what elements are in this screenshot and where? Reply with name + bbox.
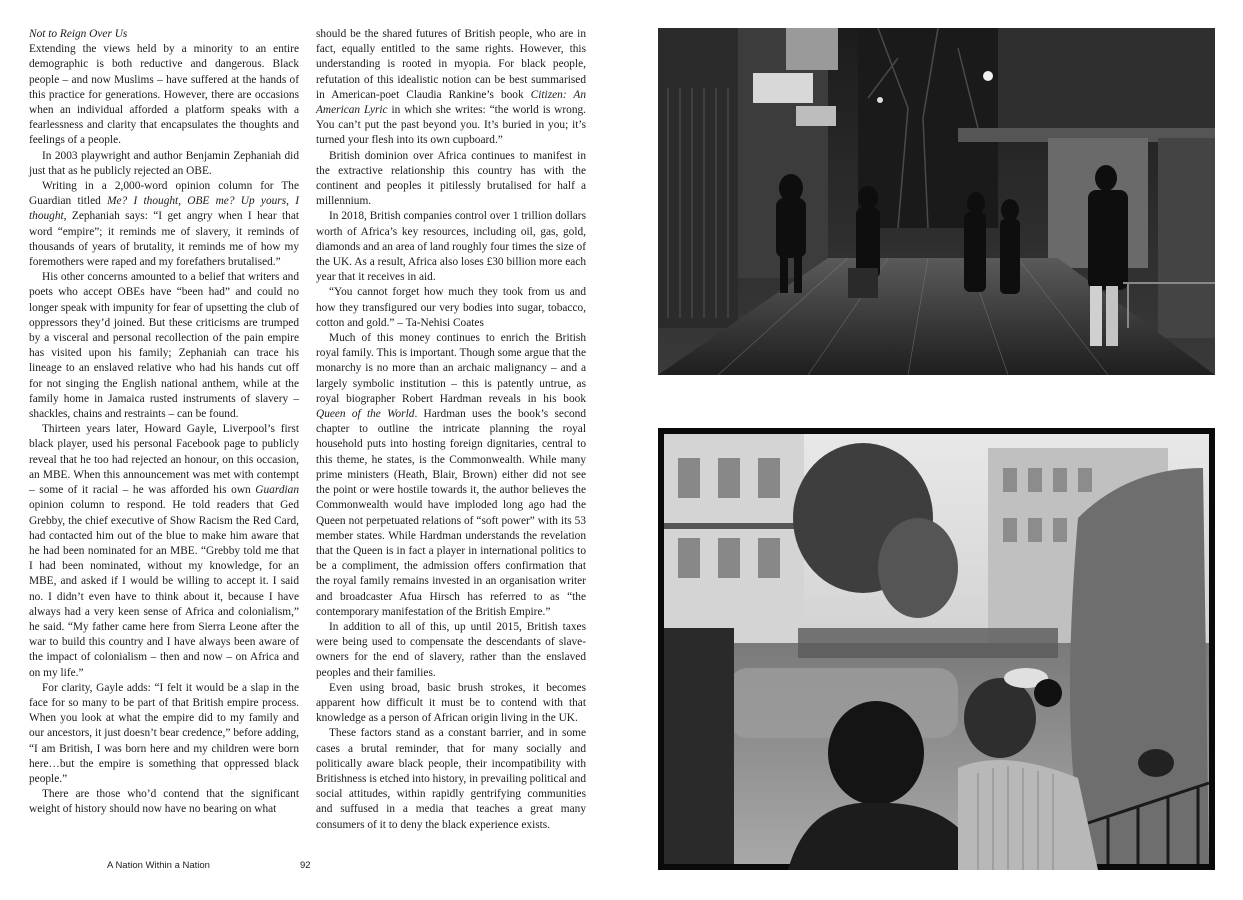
text-run: Even using broad, basic brush strokes, it becomes apparent how difficult it must be to contend with that knowledge as a person of African origin living in the UK. (316, 681, 586, 725)
italic-title: Citizen: An American Lyric (316, 88, 587, 117)
text-run: Writing in a 2,000-word opinion column for The Guardian titled (29, 180, 299, 208)
text-run: In 2003 playwright and author Benjamin Zephaniah did just that as he publicly rejected an OBE. (29, 149, 299, 177)
paragraph (29, 270, 299, 422)
paragraph (316, 285, 586, 331)
text-run: There are those who’d contend that the significant weight of history should now have no bearing on what (29, 788, 299, 816)
text-run: , Zephaniah says: “I get angry when I hear that word “empire”; it reminds me of slavery, it reminds of thousands of years of brutality, it reminds me of how my foremothers were raped and my forefathers brutalised.” (29, 210, 299, 269)
text-run: For clarity, Gayle adds: “I felt it would be a slap in the face for so many to be part of that British empire process. When you look at what the empire did to my family and our ancestors, it just doesn’t bear credence,” before adding, “I am British, I was born here and my children were born here…but the empire is something that oppressed black people.” (29, 681, 299, 785)
text-run: should be the shared futures of British people, who are in fact, equally entitled to the same rights. However, this understanding is rooted in myopia. For black people, refutation of this idealistic notion can be best summarised in American-poet Claudia Rankine’s book (316, 28, 586, 101)
paragraph (316, 331, 586, 620)
text-run: His other concerns amounted to a belief that writers and poets who accept OBEs have “been had” and could no longer speak with impunity for fear of upsetting the club of oppressors they’d joined. But these criticisms are trumped by a visceral and personal recollection of the pain empire has visited upon his family; Zephaniah can trace his lineage to an enslaved relative who had his hands cut off for not singing the English national anthem, while at the family home in Jamaica rusted instruments of slavery – shackles, chains and restraints – can be found. (29, 271, 299, 421)
text-run: Much of this money continues to enrich the British royal family. This is important. Though some argue that the monarchy is no more than an archaic malignancy – and a largely symbolic institution – this is patently untrue, as royal biographer Robert Hardman reveals in his book (316, 332, 586, 405)
paragraph (316, 681, 586, 727)
paragraph (316, 209, 586, 285)
paragraph (316, 27, 586, 149)
street-night-photo (658, 28, 1215, 375)
paragraph (316, 726, 586, 832)
text-run: In 2018, British companies control over 1 trillion dollars worth of Africa’s key resources, including oil, gas, gold, diamonds and an area of land roughly four times the size of the UK. As a result, Africa also loses £30 billion more each year that it receives in aid. (316, 210, 586, 284)
paragraph (29, 422, 299, 680)
column-right-body (316, 27, 586, 833)
italic-title: Guardian (255, 484, 299, 497)
text-run: “You cannot forget how much they took from us and how they transfigured our very bodies into sugar, tobacco, cotton and gold.” – Ta-Nehisi Coates (316, 286, 586, 329)
column-left-body (29, 42, 299, 817)
paragraph (316, 620, 586, 681)
text-run: Thirteen years later, Howard Gayle, Liverpool’s first black player, used his personal Facebook page to publicly reveal that he too had rejected an honour, on this occasion, an MBE. When this announcement was met with contempt – some of it racial – he was afforded his own (29, 423, 299, 497)
text-run: These factors stand as a constant barrier, and in some cases a brutal reminder, that for many socially and politically aware black people, their incompatibility with Britishness is etched into history, in prevailing political and social attitudes, within rapidly gentrifying communities and suffused in a media that teaches a great many consumers of it to deny the black experience exists. (316, 727, 586, 831)
page-number: 92 (300, 860, 311, 871)
footer-title: A Nation Within a Nation (107, 860, 210, 871)
paragraph (29, 787, 299, 817)
text-run: In addition to all of this, up until 2015, British taxes were being used to compensate the descendants of slave-owners for the end of slavery, rather than the enslaved peoples and their families. (316, 620, 586, 679)
paragraph (29, 681, 299, 787)
running-header: Not to Reign Over Us (29, 28, 128, 40)
italic-title: Me? I thought, OBE me? Up yours, I thought (29, 195, 299, 223)
text-run: in which she writes: “the world is wrong. You can’t put the past beyond you. It’s buried in you; it’s turned your flesh into its own cupboard.” (316, 104, 587, 147)
text-column-right (316, 27, 586, 833)
text-column-left (29, 27, 299, 818)
text-run: Extending the views held by a minority to an entire demographic is both reductive and dangerous. Black people – and now Muslims – have suffered at the hands of this practice for generations. However, there are occasions when an individual afforded a platform speaks with a fearlessness and clarity that encapsulates the thoughts and feelings of a people. (29, 43, 299, 147)
girl-at-railing-photo (658, 428, 1215, 870)
text-run: opinion column to respond. He told readers that Ged Grebby, the chief executive of Show Racism the Red Card, had contacted him out of the blue to make him aware that he had been nominated for an MBE. “Grebby told me that I had been nominated, without my knowledge, for an MBE, and asked if I would be willing to accept it. I said no. I didn’t even have to think about it, because I have always had a very keen sense of Africa and colonialism,” he said. “My father came here from Sierra Leone after the war to build this country and I have always been aware of the impact of colonialism – then and now – on Africa and on my life.” (29, 499, 299, 679)
paragraph (29, 179, 299, 270)
paragraph (316, 149, 586, 210)
paragraph (29, 42, 299, 148)
text-run: British dominion over Africa continues to manifest in the extractive relationship this country has with the continent and peoples it pitilessly brutalised for half a millennium. (316, 149, 586, 208)
paragraph (29, 149, 299, 179)
text-run: . Hardman uses the book’s second chapter to outline the intricate planning the royal household puts into hosting foreign dignitaries, central to this theme, he states, is the Commonwealth. While many prime ministers (Heath, Blair, Brown) either did not see the point or were hostile towards it, the author believes the Commonwealth would have imploded long ago had the Queen not perpetuated relations of “soft power” with its 53 member states. While Hardman understands the revelation that the Queen is in fact a player in international politics to be a compliment, the admission offers confirmation that the royal family remains invested in an organisation writer and broadcaster Afua Hirsch has referred to as “the contemporary manifestation of the British Empire.” (316, 408, 586, 618)
italic-title: Queen of the World (316, 408, 415, 421)
